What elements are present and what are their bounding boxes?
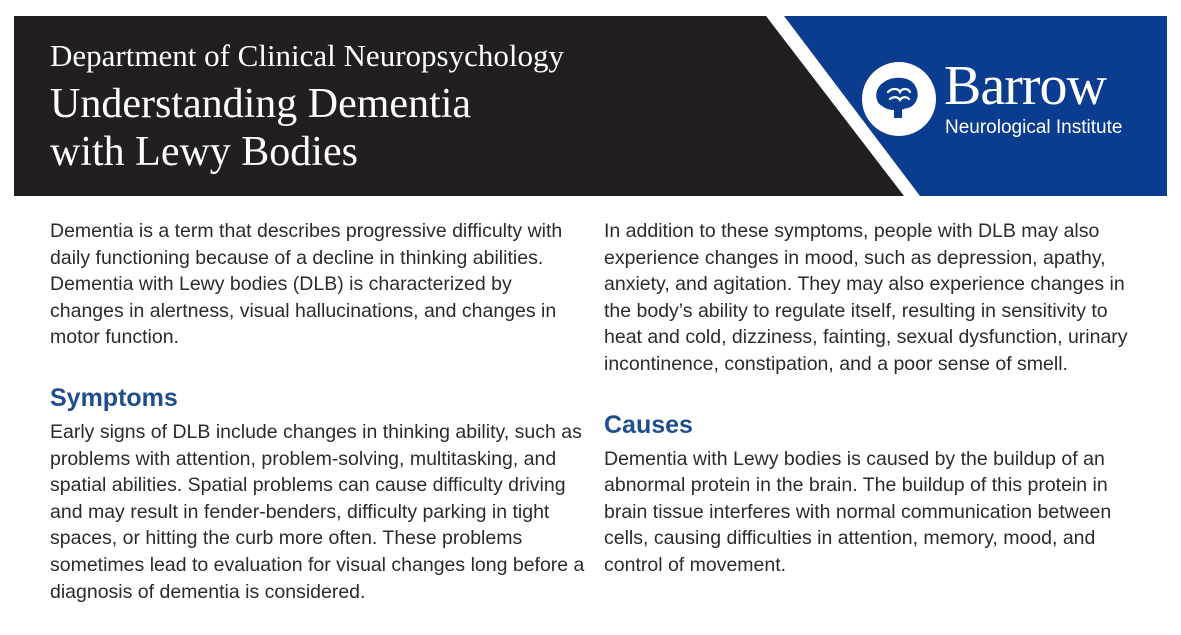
brain-head-icon [862, 62, 936, 136]
brand-subtitle: Neurological Institute [945, 117, 1123, 138]
left-column [50, 218, 585, 605]
symptoms-continued-paragraph: In addition to these symptoms, people with DLB may also experience changes in mood, such as depression, apathy, anxiety, and agitation. They may also experience changes in the body’s ability to regulate itself, resulting in sensitivity to heat and cold, dizziness, fainting, sexual dysfunction, urinary incontinence, constipation, and a poor sense of smell. [604, 220, 1128, 375]
symptoms-heading: Symptoms [50, 383, 178, 412]
header-banner [14, 16, 1167, 196]
department-name: Department of Clinical Neuropsychology [50, 38, 564, 73]
causes-heading: Causes [604, 410, 693, 439]
causes-paragraph: Dementia with Lewy bodies is caused by the buildup of an abnormal protein in the brain. The buildup of this protein in brain tissue interferes with normal communication between cells, causing difficulties in attention, memory, mood, and control of movement. [604, 447, 1112, 576]
title-line-2: with Lewy Bodies [50, 129, 358, 175]
page-title [50, 80, 670, 176]
symptoms-paragraph: Early signs of DLB include changes in thinking ability, such as problems with attention, problem-solving, multitasking, and spatial abilities. Spatial problems can cause difficulty driving and may result in fender-benders, difficulty parking in tight spaces, or hitting the curb more often. These problems sometimes lead to evaluation for visual changes long before a diagnosis of dementia is considered. [50, 420, 585, 603]
logo-mark [862, 62, 936, 136]
brand-name: Barrow [944, 55, 1106, 117]
right-column [604, 218, 1149, 579]
intro-paragraph: Dementia is a term that describes progressive difficulty with daily functioning because of a decline in thinking abilities. Dementia with Lewy bodies (DLB) is characterized by changes in alertness, visual hallucinations, and changes in motor function. [50, 220, 563, 349]
title-line-1: Understanding Dementia [50, 81, 472, 127]
